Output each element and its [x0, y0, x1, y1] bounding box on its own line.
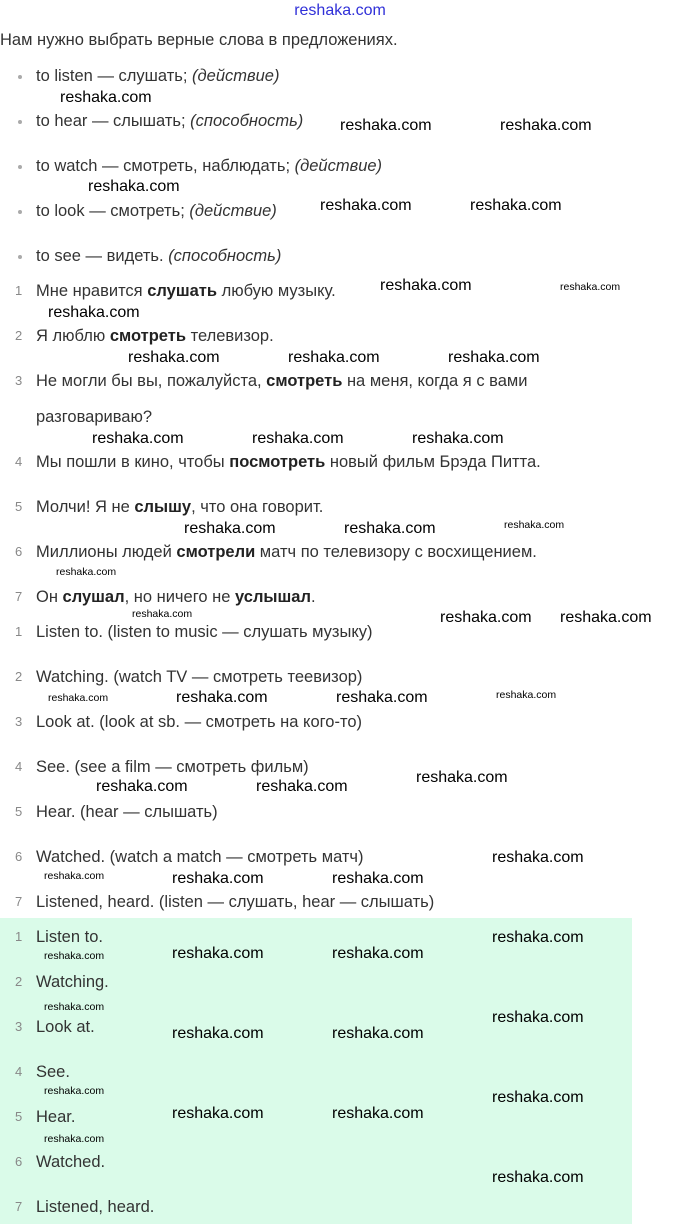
- vocab-note: (действие): [294, 157, 383, 175]
- vocab-text: to watch — смотреть, наблюдать;: [36, 157, 295, 175]
- item-number: 7: [15, 1199, 23, 1214]
- sentence-text: Миллионы людей: [36, 543, 177, 561]
- item-number: 7: [15, 589, 23, 604]
- watermark: reshaka.com: [336, 689, 428, 706]
- bullet-icon: [18, 165, 22, 169]
- item-number: 6: [15, 544, 23, 559]
- sentence-keyword: посмотреть: [229, 453, 326, 471]
- vocab-note: (способность): [168, 247, 282, 265]
- item-number: 2: [15, 328, 23, 343]
- answer: Watching.: [36, 973, 109, 991]
- item-number: 3: [15, 714, 23, 729]
- item-number: 1: [15, 624, 23, 639]
- sentence-text: телевизор.: [186, 327, 274, 345]
- watermark: reshaka.com: [492, 929, 584, 946]
- watermark: reshaka.com: [560, 281, 621, 293]
- watermark: reshaka.com: [332, 870, 424, 887]
- vocab-text: to hear — слышать;: [36, 112, 191, 130]
- sentence-keyword: слышу: [134, 498, 192, 516]
- sentence: [36, 542, 537, 562]
- watermark: reshaka.com: [320, 197, 412, 214]
- explanation: Hear. (hear — слышать): [36, 803, 218, 821]
- item-number: 1: [15, 283, 23, 298]
- answer: Listen to.: [36, 928, 103, 946]
- vocab-item: [36, 201, 277, 221]
- watermark: reshaka.com: [416, 769, 508, 786]
- watermark: reshaka.com: [332, 1105, 424, 1122]
- sentence-text: , но ничего не: [124, 588, 235, 606]
- watermark: reshaka.com: [44, 1085, 105, 1097]
- bullet-icon: [18, 210, 22, 214]
- watermark: reshaka.com: [96, 778, 188, 795]
- watermark: reshaka.com: [172, 1105, 264, 1122]
- watermark: reshaka.com: [440, 609, 532, 626]
- watermark: reshaka.com: [92, 430, 184, 447]
- explanation: See. (see a film — смотреть фильм): [36, 758, 309, 776]
- item-number: 3: [15, 1019, 23, 1034]
- watermark: reshaka.com: [128, 349, 220, 366]
- watermark: reshaka.com: [56, 566, 117, 578]
- explanation: Watching. (watch TV — смотреть теевизор): [36, 668, 363, 686]
- sentence-continuation: разговариваю?: [36, 408, 153, 426]
- sentence-text: Мне нравится: [36, 282, 148, 300]
- watermark: reshaka.com: [48, 304, 140, 321]
- item-number: 5: [15, 804, 23, 819]
- watermark: reshaka.com: [412, 430, 504, 447]
- watermark: reshaka.com: [288, 349, 380, 366]
- sentence-keyword: слушать: [147, 282, 217, 300]
- watermark: reshaka.com: [44, 870, 105, 882]
- watermark: reshaka.com: [172, 870, 264, 887]
- vocab-note: (действие): [189, 202, 277, 220]
- sentence-text: на меня, когда я с вами: [342, 372, 528, 390]
- vocab-text: to listen — слушать;: [36, 67, 193, 85]
- bullet-icon: [18, 120, 22, 124]
- item-number: 4: [15, 759, 23, 774]
- sentence-text: , что она говорит.: [191, 498, 324, 516]
- item-number: 6: [15, 849, 23, 864]
- answer: Look at.: [36, 1018, 95, 1036]
- watermark: reshaka.com: [344, 520, 436, 537]
- explanation: Listen to. (listen to music — слушать музыку): [36, 623, 373, 641]
- item-number: 6: [15, 1154, 23, 1169]
- answer: See.: [36, 1063, 70, 1081]
- watermark: reshaka.com: [48, 692, 109, 704]
- explanation: Listened, heard. (listen — слушать, hear — слышать): [36, 893, 435, 911]
- vocab-note: (действие): [192, 67, 280, 85]
- watermark: reshaka.com: [470, 197, 562, 214]
- watermark: reshaka.com: [496, 689, 557, 701]
- watermark: reshaka.com: [132, 608, 193, 620]
- item-number: 5: [15, 499, 23, 514]
- item-number: 4: [15, 454, 23, 469]
- watermark: reshaka.com: [252, 430, 344, 447]
- watermark: reshaka.com: [176, 689, 268, 706]
- item-number: 1: [15, 929, 23, 944]
- watermark: reshaka.com: [172, 945, 264, 962]
- watermark: reshaka.com: [380, 277, 472, 294]
- watermark: reshaka.com: [332, 1025, 424, 1042]
- vocab-item: [36, 111, 303, 131]
- vocab-item: [36, 156, 382, 176]
- watermark: reshaka.com: [332, 945, 424, 962]
- sentence-text: Я люблю: [36, 327, 110, 345]
- watermark: reshaka.com: [504, 519, 565, 531]
- vocab-note: (способность): [190, 112, 304, 130]
- watermark: reshaka.com: [492, 1169, 584, 1186]
- intro-text: Нам нужно выбрать верные слова в предложениях.: [0, 31, 398, 49]
- item-number: 7: [15, 894, 23, 909]
- sentence-text: Молчи! Я не: [36, 498, 135, 516]
- vocab-text: to look — смотреть;: [36, 202, 190, 220]
- watermark: reshaka.com: [560, 609, 652, 626]
- answer: Listened, heard.: [36, 1198, 155, 1216]
- vocab-item: [36, 66, 279, 86]
- sentence: [36, 326, 274, 346]
- sentence-keyword: смотреть: [109, 327, 186, 345]
- sentence: [36, 497, 323, 517]
- watermark: reshaka.com: [500, 117, 592, 134]
- sentence-keyword: услышал: [235, 588, 311, 606]
- vocab-item: [36, 246, 281, 266]
- vocab-text: to see — видеть.: [36, 247, 169, 265]
- explanation: Look at. (look at sb. — смотреть на кого-то): [36, 713, 362, 731]
- watermark: reshaka.com: [60, 89, 152, 106]
- item-number: 3: [15, 373, 23, 388]
- bullet-icon: [18, 255, 22, 259]
- answer: Watched.: [36, 1153, 106, 1171]
- sentence-keyword: слушал: [62, 588, 125, 606]
- item-number: 5: [15, 1109, 23, 1124]
- sentence: [36, 371, 527, 391]
- sentence-keyword: смотреть: [266, 372, 343, 390]
- sentence-text: новый фильм Брэда Питта.: [325, 453, 541, 471]
- explanation: Watched. (watch a match — смотреть матч): [36, 848, 364, 866]
- item-number: 2: [15, 669, 23, 684]
- watermark: reshaka.com: [256, 778, 348, 795]
- sentence-text: Не могли бы вы, пожалуйста,: [36, 372, 267, 390]
- watermark: reshaka.com: [448, 349, 540, 366]
- sentence-text: любую музыку.: [217, 282, 336, 300]
- site-link[interactable]: reshaka.com: [294, 2, 386, 19]
- item-number: 2: [15, 974, 23, 989]
- watermark: reshaka.com: [44, 1001, 105, 1013]
- watermark: reshaka.com: [340, 117, 432, 134]
- watermark: reshaka.com: [492, 1009, 584, 1026]
- watermark: reshaka.com: [492, 849, 584, 866]
- sentence: [36, 587, 316, 607]
- watermark: reshaka.com: [88, 178, 180, 195]
- sentence-text: Он: [36, 588, 63, 606]
- sentence-text: .: [310, 588, 316, 606]
- watermark: reshaka.com: [44, 1133, 105, 1145]
- sentence: [36, 452, 541, 472]
- sentence-text: Мы пошли в кино, чтобы: [36, 453, 230, 471]
- item-number: 4: [15, 1064, 23, 1079]
- answer: Hear.: [36, 1108, 76, 1126]
- watermark: reshaka.com: [492, 1089, 584, 1106]
- sentence: [36, 281, 336, 301]
- watermark: reshaka.com: [172, 1025, 264, 1042]
- bullet-icon: [18, 75, 22, 79]
- sentence-text: матч по телевизору с восхищением.: [255, 543, 537, 561]
- sentence-keyword: смотрели: [176, 543, 256, 561]
- watermark: reshaka.com: [184, 520, 276, 537]
- watermark: reshaka.com: [44, 950, 105, 962]
